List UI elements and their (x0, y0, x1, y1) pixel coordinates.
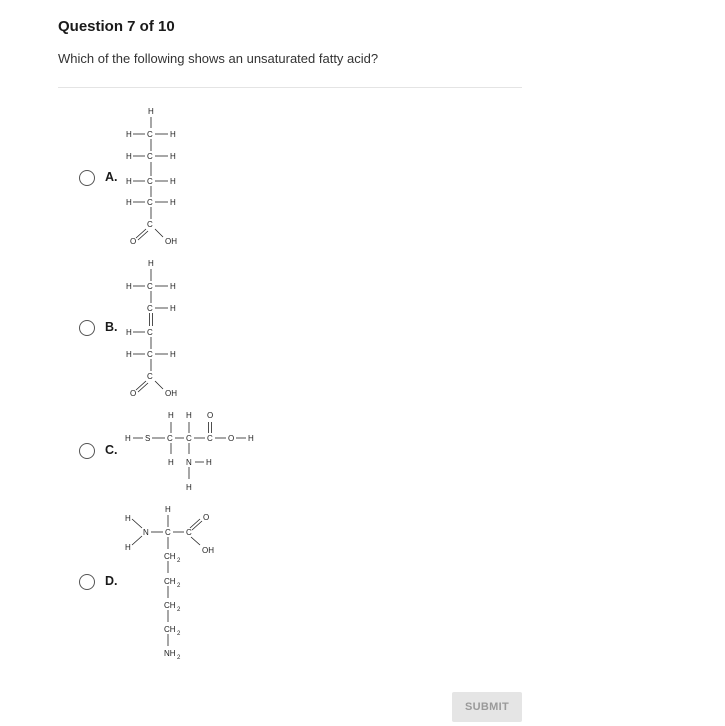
atom-label: C (147, 372, 153, 381)
atom-label: H (148, 107, 154, 116)
atom-label: C (147, 328, 153, 337)
atom-label: C (207, 434, 213, 443)
atom-label: NH (164, 649, 176, 658)
atom-label: H (165, 505, 171, 514)
atom-label: H (126, 177, 132, 186)
atom-label: H (170, 350, 176, 359)
atom-label: 2 (177, 558, 181, 564)
atom-label: H (125, 434, 131, 443)
atom-label: H (126, 282, 132, 291)
atom-label: C (147, 152, 153, 161)
bond-line (132, 519, 142, 528)
atom-label: C (165, 528, 171, 537)
submit-button[interactable]: SUBMIT (452, 692, 522, 722)
atom-label: H (126, 350, 132, 359)
atom-label: O (207, 411, 214, 420)
atom-label: C (167, 434, 173, 443)
atom-label: CH (164, 601, 176, 610)
atom-label: H (125, 543, 131, 552)
atom-label: C (186, 434, 192, 443)
atom-label: C (147, 350, 153, 359)
bond-line (191, 537, 200, 545)
atom-label: OH (165, 389, 177, 398)
atom-label: H (170, 282, 176, 291)
atom-label: O (130, 237, 137, 246)
atom-label: H (126, 130, 132, 139)
atom-label: OH (202, 546, 214, 555)
atom-label: OH (165, 237, 177, 246)
atom-label: C (147, 177, 153, 186)
atom-label: CH (164, 577, 176, 586)
atom-label: H (170, 304, 176, 313)
atom-label: H (206, 458, 212, 467)
atom-label: H (126, 328, 132, 337)
atom-label: H (186, 483, 192, 492)
atom-label: H (168, 411, 174, 420)
atom-label: 2 (177, 583, 181, 589)
atom-label: H (170, 152, 176, 161)
atom-label: C (147, 304, 153, 313)
question-text: Which of the following shows an unsaturated fatty acid? (58, 51, 379, 66)
atom-label: C (147, 130, 153, 139)
option-a-label[interactable]: A. (105, 170, 118, 184)
atom-label: H (170, 177, 176, 186)
atom-label: O (130, 389, 137, 398)
atom-label: C (186, 528, 192, 537)
atom-label: 2 (177, 607, 181, 613)
atom-label: H (170, 130, 176, 139)
atom-label: 2 (177, 631, 181, 637)
bond-line (132, 536, 142, 545)
option-d-label[interactable]: D. (105, 574, 118, 588)
atom-label: H (186, 411, 192, 420)
atom-label: C (147, 220, 153, 229)
atom-label: C (147, 282, 153, 291)
option-b-label[interactable]: B. (105, 320, 118, 334)
atom-label: C (147, 198, 153, 207)
atom-label: O (203, 513, 210, 522)
atom-label: N (143, 528, 149, 537)
atom-label: H (148, 259, 154, 268)
question-title: Question 7 of 10 (58, 18, 175, 35)
atom-label: S (145, 434, 151, 443)
atom-label: CH (164, 625, 176, 634)
bond-line (192, 521, 202, 530)
atom-label: H (248, 434, 254, 443)
atom-label: H (125, 514, 131, 523)
atom-label: H (126, 152, 132, 161)
atom-label: H (168, 458, 174, 467)
option-c-label[interactable]: C. (105, 443, 118, 457)
atom-label: H (170, 198, 176, 207)
atom-label: H (126, 198, 132, 207)
atom-label: N (186, 458, 192, 467)
atom-label: 2 (177, 655, 181, 661)
atom-label: O (228, 434, 235, 443)
atom-label: CH (164, 552, 176, 561)
bond-line (190, 519, 200, 528)
